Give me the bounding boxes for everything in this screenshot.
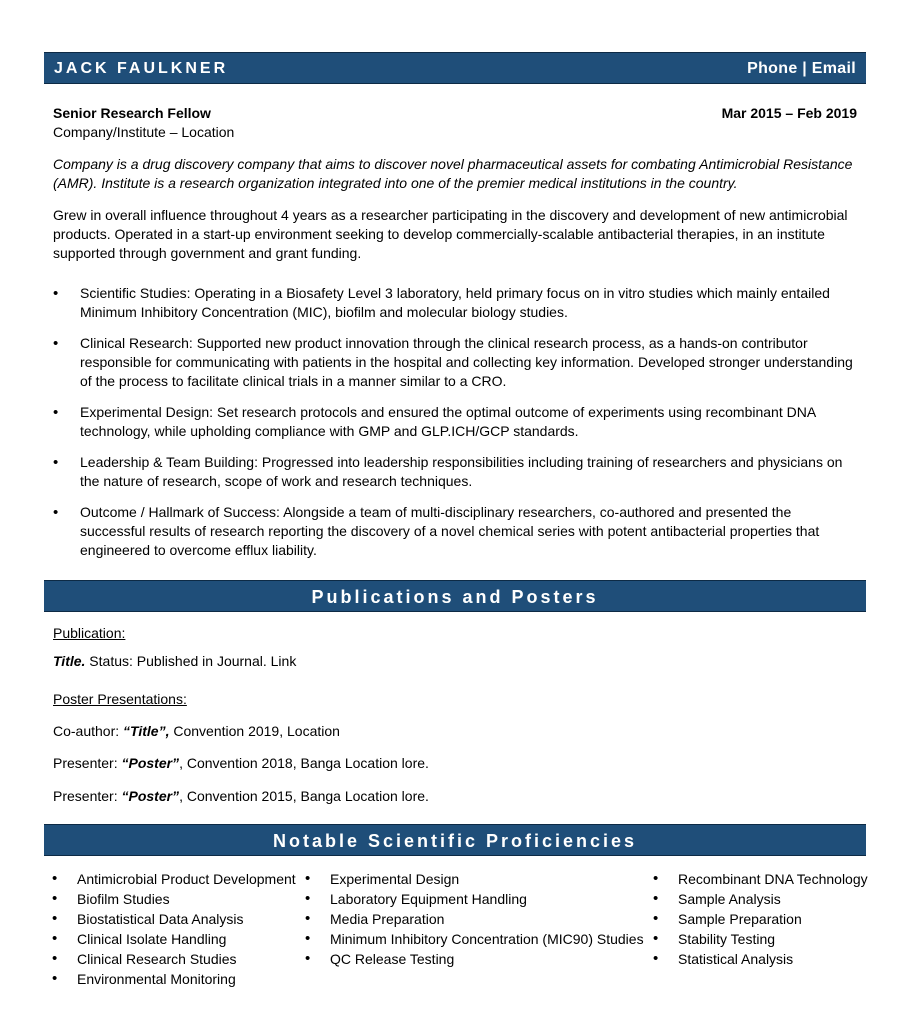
job-summary: Grew in overall influence throughout 4 years as a researcher participating in the discovery and development of new antimicrobial products. Operated in a start-up environment seeking to develop commercially-scalable antibacterial therapies, in an institute supported through government and grant funding. <box>53 207 848 261</box>
publication-label: Publication: <box>53 625 126 641</box>
skill-item: • Antimicrobial Product Development <box>52 869 296 889</box>
publications-heading: Publications and Posters <box>44 580 866 612</box>
job-dates: Mar 2015 – Feb 2019 <box>721 105 857 121</box>
proficiencies-heading: Notable Scientific Proficiencies <box>44 824 866 856</box>
skills-column-3 <box>653 869 868 969</box>
skill-item: • Experimental Design <box>305 869 644 889</box>
skills-column-2 <box>305 869 644 969</box>
skill-item: • Minimum Inhibitory Concentration (MIC90) Studies <box>305 929 644 949</box>
skill-item: • Sample Analysis <box>653 889 868 909</box>
poster-label: Poster Presentations: <box>53 691 187 707</box>
skill-item: • Biofilm Studies <box>52 889 296 909</box>
achievement-item: • Experimental Design: Set research protocols and ensured the optimal outcome of experiments using recombinant DNA technology, while upholding compliance with GMP and GLP.ICH/GCP standards. <box>53 403 858 441</box>
skill-item: • QC Release Testing <box>305 949 644 969</box>
skills-column-1 <box>52 869 296 989</box>
poster-entry <box>53 722 340 741</box>
poster-entry <box>53 787 429 806</box>
contact-info: Phone | Email <box>747 60 856 77</box>
skill-item: • Clinical Research Studies <box>52 949 296 969</box>
poster-role: Presenter: <box>53 788 122 804</box>
poster-role: Presenter: <box>53 755 122 771</box>
publication-entry <box>53 652 296 671</box>
skill-item: • Recombinant DNA Technology <box>653 869 868 889</box>
skill-item: • Laboratory Equipment Handling <box>305 889 644 909</box>
skill-item: • Sample Preparation <box>653 909 868 929</box>
job-title: Senior Research Fellow <box>53 105 211 121</box>
poster-entry <box>53 754 429 773</box>
candidate-name: JACK FAULKNER <box>54 60 229 77</box>
achievement-item: • Clinical Research: Supported new product innovation through the clinical research process, as a hands-on contributor responsible for communicating with patients in the hospital and collecting key information. Developed stronger understanding of the process to facilitate clinical trials in a manner similar to a CRO. <box>53 334 858 391</box>
poster-title: “Poster” <box>121 755 180 771</box>
achievement-item: • Outcome / Hallmark of Success: Alongside a team of multi-disciplinary researchers, co-authored and presented the successful results of research reporting the discovery of a novel chemical series with potent antibacterial properties that engineered to overcome efflux liability. <box>53 503 858 560</box>
poster-details: , Convention 2018, Banga Location lore. <box>179 755 429 771</box>
company-description: Company is a drug discovery company that aims to discover novel pharmaceutical assets for combating Antimicrobial Resistance (AMR). Institute is a research organization integrated into one of the premier medical institutions in the country. <box>53 156 853 191</box>
publication-details: Status: Published in Journal. Link <box>85 653 297 669</box>
skill-item: • Environmental Monitoring <box>52 969 296 989</box>
job-organization: Company/Institute – Location <box>53 124 235 140</box>
achievement-item: • Leadership & Team Building: Progressed into leadership responsibilities including training of researchers and physicians on the nature of research, scope of work and research techniques. <box>53 453 858 491</box>
skill-item: • Statistical Analysis <box>653 949 868 969</box>
poster-role: Co-author: <box>53 723 124 739</box>
poster-title: “Title”, <box>123 723 170 739</box>
resume-header <box>44 52 866 84</box>
achievement-item: • Scientific Studies: Operating in a Biosafety Level 3 laboratory, held primary focus on in vitro studies which mainly entailed Minimum Inhibitory Concentration (MIC), biofilm and molecular biology studies. <box>53 284 858 322</box>
poster-details: Convention 2019, Location <box>169 723 340 739</box>
skill-item: • Clinical Isolate Handling <box>52 929 296 949</box>
skill-item: • Media Preparation <box>305 909 644 929</box>
poster-title: “Poster” <box>121 788 180 804</box>
skill-item: • Biostatistical Data Analysis <box>52 909 296 929</box>
skill-item: • Stability Testing <box>653 929 868 949</box>
publication-title: Title. <box>53 653 86 669</box>
achievement-list <box>53 284 858 572</box>
poster-details: , Convention 2015, Banga Location lore. <box>179 788 429 804</box>
